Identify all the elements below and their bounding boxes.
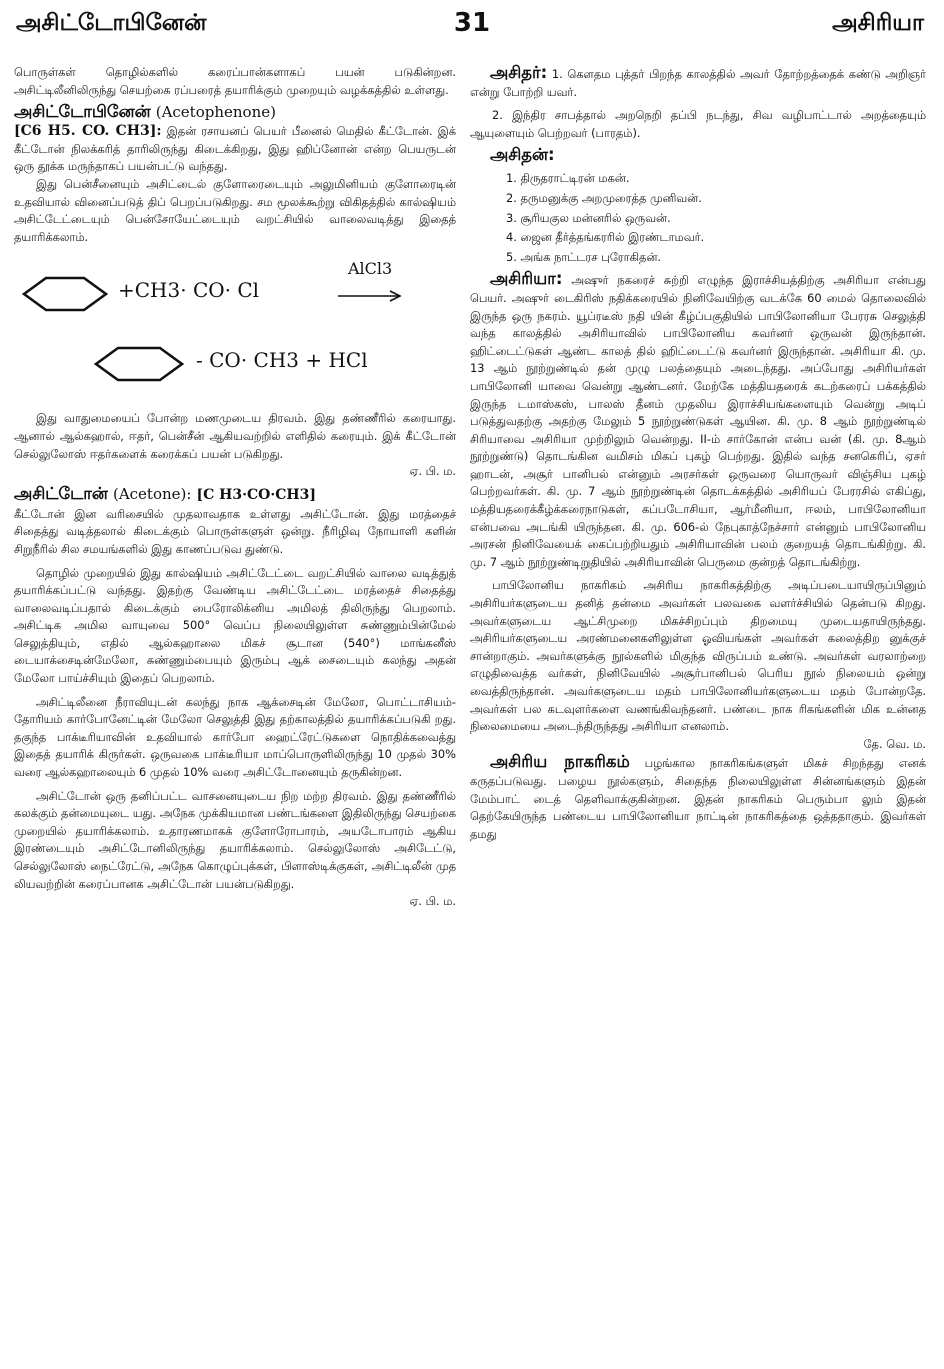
entry-latin-name: (Acetophenone) (155, 103, 276, 122)
benzene-ring-icon (24, 278, 106, 310)
entry-latin-name: (Acetone): (112, 484, 192, 503)
entry-asiriya (470, 270, 926, 571)
entry-paragraph: இது பென்சீனையும் அசிட்டைல் குளோரைடையும் அலுமினியம் குளோரைடின் உதவியால் வினைப்படுத் திப் பெறப்படுகிறது. சம மூலக்கூற்று விகிதத்தில் கால்ஷியம் அசிட்டேட்டையும் பென்சோயேட்டையும் வறட்சியில் வாலைவடித்து இதைத் தயாரிக்கலாம். (14, 176, 456, 244)
right-column (470, 64, 926, 1360)
reaction-catalyst: AlCl3 (348, 259, 393, 279)
reaction-product: - CO· CH3 + HCl (196, 348, 368, 373)
entry-acetophenone-heading (14, 101, 456, 123)
entry-text: 1. கௌதம புத்தர் பிறந்த காலத்தில் அவர் தோற்றத்தைக் கண்டு அறிஞர் என்று போற்றி யவர். (470, 67, 926, 99)
entry-title: அசிதர்: (490, 64, 548, 82)
entry-asiriya-civilization (470, 753, 926, 843)
entry-text: இதன் ரசாயனப் பெயர் பீனைல் மெதில் கீட்டோன். இக் கீட்டோன் நிலக்கரித் தாரிலிருந்து கிடைக்கிறது, இது ஹிப்னோன் என்ற பெயருடன் ஒரு தூக்க மருந்தாகப் பயன்பட்டு வந்தது. (14, 124, 456, 174)
entry-paragraph: அசிட்டோன் ஒரு தனிப்பட்ட வாசனையுடைய நிற மற்ற திரவம். இது தண்ணீரில் கலக்கும் தன்மையுடை யது. அநேக முக்கியமான பண்டங்களை இதிலிருந்து செயற்கை முறையில் தயாரிக்கலாம். உதாரணமாகக் குளோரோபாரம், அயடோபாரம் ஆகிய இரண்டையும் அசிட்டோனிலிருந்து தயாரிக்கலாம். செல்லுலோஸ் அசிடேட்டு, செல்லுலோஸ் நைட்ரேட்டு, அநேக கொழுப்புக்கள், பிளாஸ்டிக்குகள், அசிட்டிலீன் முத லியவற்றின் கரைப்பானக அசிட்டோன் பயன்படுகிறது. (14, 788, 456, 891)
entry-title: அசிரியா: (490, 269, 563, 289)
entry-text: பழங்கால நாகரிகங்களுள் மிகச் சிறந்தது எனக் கருதப்படுவது. பழைய நூல்களும், சிதைந்த நிலையிலுள்ள சின்னங்களும் இதன் மேம்பாட் டைத் தெளிவாக்குகின்றன. இதன் நாகரிகம் பெரும்பா லும் இதன் தெற்கேயிருந்த பண்டைய பாபிலோனியா நாட்டின் நாகரிகத்தை ஒத்ததாகும். இவர்கள் தமது (470, 756, 926, 841)
list-item: 5. அங்க நாட்டரச புரோகிதன். (506, 249, 662, 264)
reaction-reactant: +CH3· CO· Cl (118, 278, 260, 303)
entry-asithan-heading (470, 144, 926, 166)
entry-asithar (470, 64, 926, 101)
continued-paragraph: பொருள்கள் தொழில்களில் கரைப்பான்களாகப் பயன் படுகின்றன. அசிட்டிலீனிலிருந்து செயற்கை ரப்பரைத் தயாரிக்கும் முறையும் வழக்கத்தில் உள்ளது. (14, 65, 456, 97)
entry-paragraph: அசிட்டிலீனை நீராவியுடன் கலந்து நாக ஆக்சைடின் மேலோ, பொட்டாசியம்-தோரியம் கார்போனேட்டின் மேலோ செலுத்தி இது தற்காலத்தில் தயாரிக்கப்படுகி றது. தகுந்த பாக்டீரியாவின் உதவியால் கார்போ ஹைட்ரேட்டுகளை நொதிக்கவைத்து இதைத் தயாரிக் கிருர்கள். ஒருவகை பாக்டீரியா மாப்பொருளிலிருந்து 10 முதல் 30% வரை ஆல்கஹாலையும் 6 முதல் 10% வரை அசிட்டோனையும் தருகின்றன. (14, 694, 456, 780)
author-signature: ஏ. பி. ம. (409, 464, 456, 479)
author-signature: ஏ. பி. ம. (409, 894, 456, 909)
header-right-title: அசிரியா (832, 10, 924, 36)
entry-title: அசிதன்: (490, 145, 555, 165)
page-number: 31 (453, 8, 491, 38)
header-left-title: அசிட்டோபினேன் (16, 10, 207, 36)
entry-title: அசிட்டோன் (14, 483, 108, 503)
list-item: 4. ஜைன தீர்த்தங்கரரில் இரண்டாமவர். (506, 230, 705, 245)
page-header (0, 0, 944, 50)
entry-text: அஷுர் நகரைச் சுற்றி எழுந்த இராச்சியத்திற்கு அசிரியா என்பது பெயர். அஷுர் டைகிரிஸ் நதிக்கரையில் நினிவேயிற்கு வடக்கே 60 மைல் தொலைவில் இருந்த ஒரு நகரம். யூப்ரடீஸ் நதி யின் கீழ்ப்பகுதியில் பாபிலோனியா பேரரசு செலுத்தி வந்த காலத்தில் அசிரியாவில் பாபிலோனிய கவர்னர் ஒருவன் இருந்தான். ஹிட்டைட்டுகள் ஆண்ட காலத் தில் ஹிட்டைட்டு கவர்னர் இருந்தான். அசிரியா கி. மு. 13 ஆம் நூற்றுண்டில் தன் முழு பலத்தையும் அடைந்தது. அப்போது அசிரியர்கள் பாபிலோனி யாவை வென்று ஆண்டனர். மேற்கே மத்தியதரைக் கடற்கரைப் பக்கத்தில் இருந்த டமாஸ்கஸ், பாலஸ் தீனம் முதலிய இராச்சியங்களையும் வென்று அடிப் படுத்துவதற்கு அதற்கு மேலும் 5 நூற்றுண்டுகள் ஆயின. கி. மு. 8 ஆம் நூற்றுண்டில் சிரியாவை அசிரியா முற்றிலும் வென்றது. II-ம் சார்கோன் என்ப வன் (கி. மு. 8ஆம் நூற்றுண்டு) தொடங்கின வமிசம் மிகப் புகழ் பெற்றது. இதில் வந்த சனகெரிப், ஏசர் ஹாடன், அசூர் பானிபல் என்னும் அரசர்கள் ஒருவரை யொருவர் விஞ்சிய புகழ் பெற்றவர்கள். கி. மு. 7 ஆம் நூற்றுண்டின் தொடக்கத்தில் அசிரியப் பேரரசில் எகிப்து, மத்தியதரைக்கீழ்க்கரைநாடுகள், கப்படோசியா, ஆர்மீனியா, ஈலம், பாபிலோனியா என்பவை அடங்கி யிருந்தன. கி. மு. 606-ல் நேபுகாத்நேச்சார் என்னும் பாபிலோனிய அரசன் நினிவேயைக் கைப்பற்றியதும் அசிரியாவின் பலம் குறையத் தொடங்கிற்று. கி. மு. 7 ஆம் நூற்றுண்டிறுதியில் அசிரியாவின் பெருமை குன்றத் தொடங்கிற்று. (470, 273, 926, 569)
list-item: 2. தருமனுக்கு அறமுரைத்த முனிவன். (506, 190, 702, 205)
entry-title: அசிட்டோபினேன் (14, 102, 151, 122)
entry-paragraph: தொழில் முறையில் இது கால்ஷியம் அசிட்டேட்டை வறட்சியில் வாலை வடித்துத் தயாரிக்கப்பட்டு வந்தது. இதற்கு வேண்டிய அசிட்டேட்டை மரத்தைச் சிதைத்து வாலைவடிப்பதால் கிடைக்கும் பைரோலிக்னிய அமிலத் திலிருந்து பெறலாம். அசிட்டிக அமில வாயுவை 500° வெப்ப நிலையிலுள்ள சுண்ணும்பின்மேல் செலுத்தியும், எதில் ஆல்கஹாலை மிகச் சூடான (540°) மாங்கனீஸ் டையாக்சைடின்மேலோ, சுண்ணும்பையும் இரும்பு ஆக் சைடையும் கலந்து அதன் மேலோ பாய்ச்சியும் இதைப் பெறலாம். (14, 565, 456, 686)
asithan-list (506, 170, 926, 266)
entry-acetophenone-body (14, 123, 456, 176)
entry-paragraph: கீட்டோன் இன வரிசையில் முதலாவதாக உள்ளது அசிட்டோன். இது மரத்தைச் சிதைத்து வடித்தலால் கிடைக்கும் பொருள்களுள் ஒன்று. நீரிழிவு நோயாளி களின் சிறுநீரில் சில சமயங்களில் இது காணப்படுவ துண்டு. (14, 506, 456, 556)
entry-acetone-heading (14, 483, 456, 506)
benzene-ring-icon (96, 348, 182, 380)
entry-paragraph: பாபிலோனிய நாகரிகம் அசிரிய நாகரிகத்திற்கு அடிப்படையாயிருப்பினும் அசிரியர்களுடைய தனித் தன்மை அவர்கள் பலவகை வளர்ச்சியில் தென்படு கிறது. அவர்களுடைய ஆட்சிமுறை மிகச்சிறப்பும் திறமையு முடையதாயிருந்தது. அசிரியர்களுடைய அரண்மனைகளிலுள்ள ஓவியங்கள் அவர்கள் கலைத்திற னுக்குச் சான்றாகும். அவர்களுக்கு நூல்களில் மிகுந்த விருப்பம் உண்டு. அவர்கள் வரலாற்றை எழுதிவைத்த வர்கள், நினிவேயில் அசூர்பானிபல் பெரிய நூல் நிலையம் ஒன்று வைத்திருந்தான். அவர்களுடைய மதம் பாபிலோனியர்களுடைய மதம் போன்றதே. அவர்கள் பல கடவுளர்களை வணங்கிவந்தனர். பண்டை நாக ரிகங்களின் மிக உன்னத நிலைமையை அடைந்திருந்தது அசிரியா எனலாம். (470, 578, 926, 734)
list-item: 1. திருதராட்டிரன் மகன். (506, 171, 630, 186)
left-column (14, 64, 456, 1360)
entry-paragraph: இது வாதுமையைப் போன்ற மணமுடைய திரவம். இது தண்ணீரில் கரையாது. ஆனால் ஆல்கஹால், ஈதர், பென்சீன் ஆகியவற்றில் எளிதில் கரையும். இக் கீட்டோன் செல்லுலோஸ் ஈதர்களைக் கரைக்கப் பயன் படுகிறது. (14, 411, 456, 461)
reaction-diagram (14, 252, 456, 402)
entry-paragraph: 2. இந்திர சாபத்தால் அறநெறி தப்பி நடந்து, சிவ வழிபாட்டால் அறத்தையும் ஆயுளையும் பெற்றவர் (பாரதம்). (470, 108, 926, 140)
entry-title: அசிரிய நாகரிகம் (490, 752, 630, 772)
chemical-formula: [C H3·CO·CH3] (196, 486, 316, 503)
list-item: 3. சூரியகுல மன்னரில் ஒருவன். (506, 210, 671, 225)
author-signature: தே. வெ. ம. (863, 736, 926, 751)
chemical-formula: [C6 H5. CO. CH3]: (14, 123, 162, 140)
